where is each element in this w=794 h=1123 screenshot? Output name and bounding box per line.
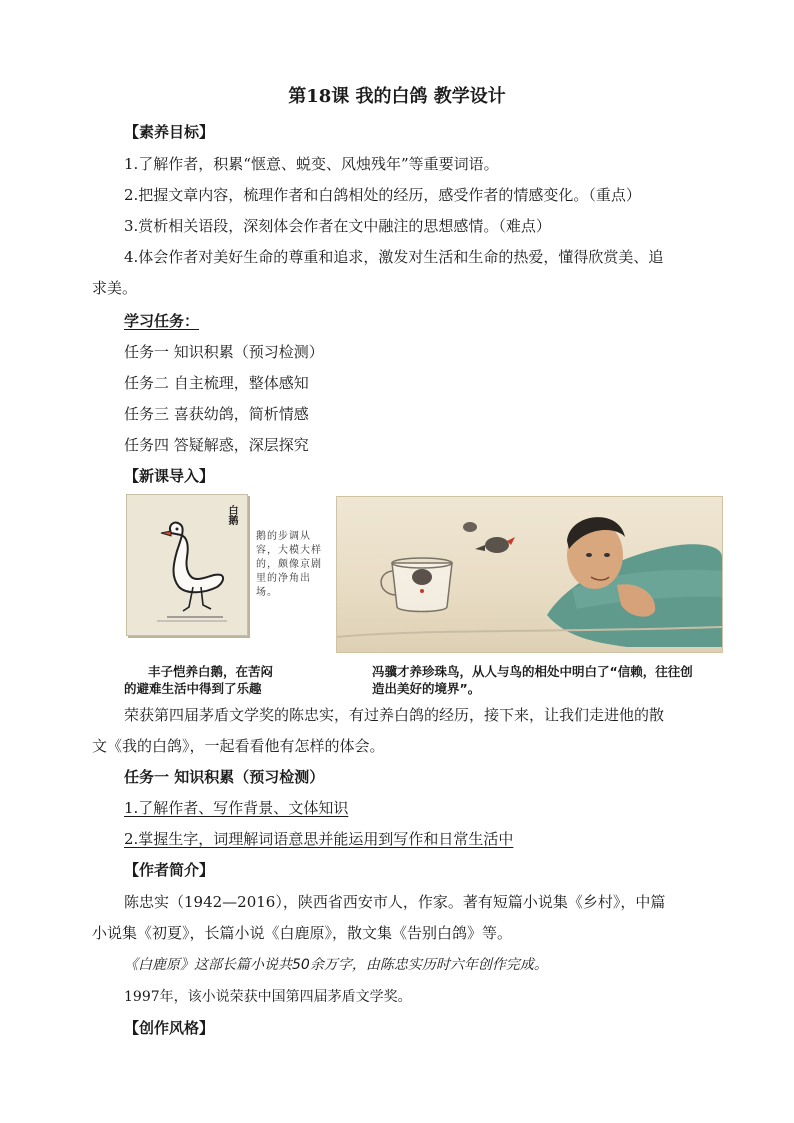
painting-drawing	[337, 497, 722, 652]
goal-4-cont: 求美。	[92, 279, 138, 297]
task1-item-2: 2.掌握生字，词理解词语意思并能运用到写作和日常生活中	[124, 830, 514, 848]
caption-right-line2: 造出美好的境界”。	[372, 681, 481, 696]
goal-1: 1.了解作者，积累“惬意、蜕变、风烛残年”等重要词语。	[124, 155, 499, 173]
section-style-heading: 【创作风格】	[124, 1019, 215, 1037]
painting-man-with-birds	[336, 496, 723, 653]
goal-3: 3.赏析相关语段，深刻体会作者在文中融注的思想感情。（难点）	[124, 217, 551, 235]
author-para-line2: 小说集《初夏》，长篇小说《白鹿原》，散文集《告别白鸽》等。	[92, 924, 513, 942]
section-goals-heading: 【素养目标】	[124, 123, 215, 141]
goal-4: 4.体会作者对美好生命的尊重和追求，激发对生活和生命的热爱，懂得欣赏美、追	[124, 248, 664, 266]
goose-illustration	[126, 494, 248, 636]
author-para-line1: 陈忠实（1942—2016），陕西省西安市人，作家。著有短篇小说集《乡村》，中篇	[124, 893, 666, 911]
task1-item-1: 1.了解作者、写作背景、文体知识	[124, 799, 349, 817]
intro-para-line1: 荣获第四届茅盾文学奖的陈忠实，有过养白鸽的经历，接下来，让我们走进他的散	[124, 706, 665, 724]
page-title: 第18课 我的白鸽 教学设计	[288, 86, 506, 107]
novel-note-1: 《白鹿原》这部长篇小说共50余万字，由陈忠实历时六年创作完成。	[124, 957, 548, 973]
novel-note-2: 1997年，该小说荣获中国第四届茅盾文学奖。	[124, 989, 412, 1005]
tasks-heading: 学习任务：	[124, 312, 200, 330]
task-3: 任务三 喜获幼鸽，简析情感	[124, 405, 309, 423]
caption-left-line1: 丰子恺养白鹅，在苦闷	[148, 664, 274, 679]
goal-2: 2.把握文章内容，梳理作者和白鸽相处的经历，感受作者的情感变化。（重点）	[124, 186, 641, 204]
task-1: 任务一 知识积累（预习检测）	[124, 343, 324, 361]
goose-note: 鹅的步调从容，大模大样的，颇像京剧里的净角出场。	[256, 531, 322, 598]
intro-para-line2: 文《我的白鸽》，一起看看他有怎样的体会。	[92, 737, 385, 755]
caption-right-line1: 冯骥才养珍珠鸟，从人与鸟的相处中明白了“信赖，往往创	[372, 664, 693, 679]
section-intro-heading: 【新课导入】	[124, 467, 215, 485]
task-4: 任务四 答疑解惑，深层探究	[124, 436, 309, 454]
caption-left-line2: 的避难生活中得到了乐趣	[124, 681, 262, 696]
goose-seal-text: 白鹅	[226, 505, 237, 525]
section-author-heading: 【作者简介】	[124, 861, 215, 879]
task-2: 任务二 自主梳理，整体感知	[124, 374, 309, 392]
task1-heading: 任务一 知识积累（预习检测）	[124, 768, 325, 786]
